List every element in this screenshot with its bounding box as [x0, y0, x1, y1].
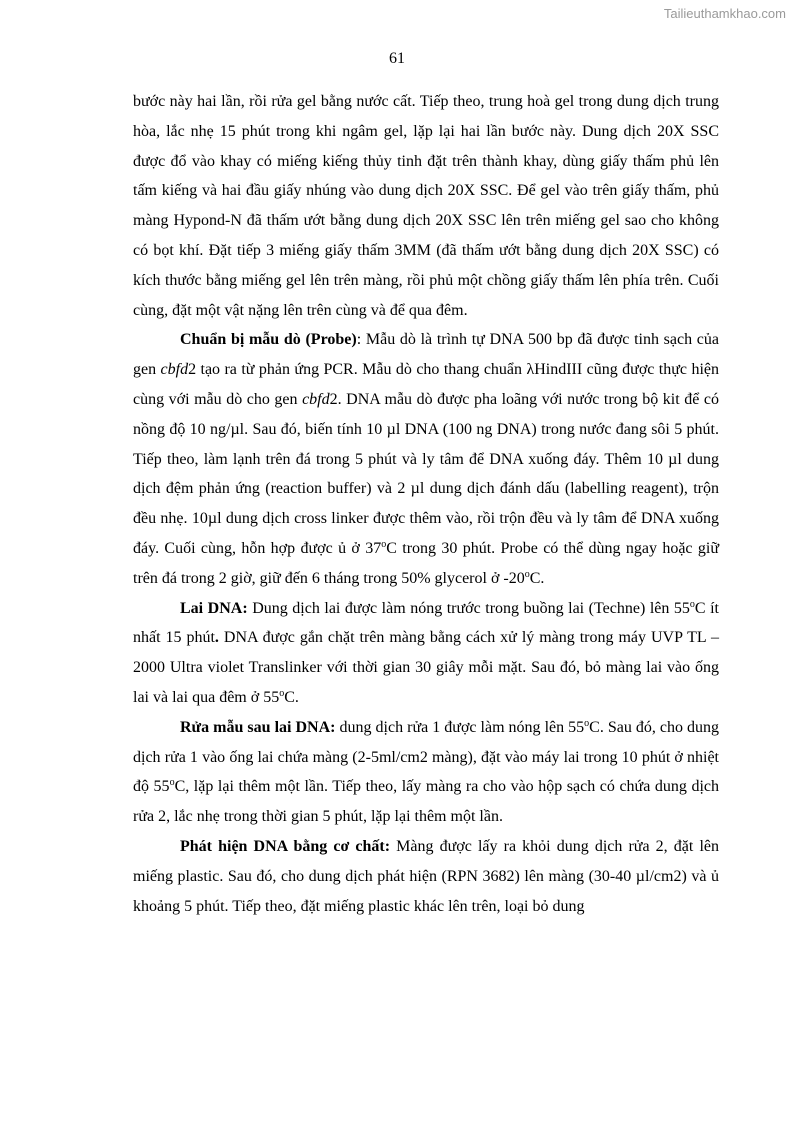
heading-dna-detection: Phát hiện DNA bằng cơ chất: [180, 837, 391, 855]
degree-sign: o [169, 777, 175, 789]
text: 2. DNA mẫu dò được pha loãng với nước trong bộ kit để có nồng độ 10 ng/µl. Sau đó, biến tính 10 µl DNA (100 ng DNA) trong nước đang sôi 5 phút. Tiếp theo, làm lạnh trên đá trong 5 phút và ly tâm để DNA xuống đáy. Thêm 10 µl dung dịch đệm phản ứng (reaction buffer) và 2 µl dung dịch đánh dấu (labelling reagent), trộn đều nhẹ. 10µl dung dịch cross linker được thêm vào, rồi trộn đều và ly tâm để DNA xuống đáy. Cuối cùng, hỗn hợp được ủ ở 37 [133, 390, 720, 557]
text: C trong 30 phút. Probe có thể dùng ngay hoặc giữ trên đá trong 2 giờ, giữ đến 6 tháng trong 50% glycerol ở -20 [133, 539, 720, 587]
text: C, lặp lại thêm một lần. Tiếp theo, lấy màng ra cho vào hộp sạch có chứa dung dịch rửa 2, lắc nhẹ trong thời gian 5 phút, lặp lại thêm một lần. [133, 778, 719, 826]
watermark: Tailieuthamkhao.com [663, 6, 786, 21]
paragraph-gel-transfer: bước này hai lần, rồi rửa gel bằng nước cất. Tiếp theo, trung hoà gel trong dung dịch trung hòa, lắc nhẹ 15 phút trong khi ngâm gel, lặp lại hai lần bước này. Dung dịch 20X SSC được đổ vào khay có miếng kiếng thủy tinh đặt trên thành khay, dùng giấy thấm phủ lên tấm kiếng và hai đầu giấy nhúng vào dung dịch 20X SSC. Để gel vào trên giấy thấm, phủ màng Hypond-N đã thấm ướt bằng dung dịch 20X SSC lên trên miếng gel sao cho không có bọt khí. Đặt tiếp 3 miếng giấy thấm 3MM (đã thấm ướt bằng dung dịch 20X SSC) có kích thước bằng miếng gel lên trên màng, rồi phủ một chồng giấy thấm lên phía trên. Cuối cùng, đặt một vật nặng lên trên cùng và để qua đêm. [133, 93, 719, 319]
text: dung dịch rửa 1 được làm nóng lên 55 [335, 718, 585, 736]
text: C. Sau đó, cho dung dịch rửa 1 vào ống lai chứa màng (2-5ml/cm2 màng), đặt vào máy lai trong 10 phút ở nhiệt độ 55 [133, 718, 720, 796]
text: Dung dịch lai được làm nóng trước trong buồng lai (Techne) lên 55 [247, 599, 690, 617]
text: C. [284, 688, 299, 706]
paragraph-probe-preparation [133, 325, 719, 593]
gene-name: cbfd [302, 390, 330, 408]
document-body [133, 87, 719, 921]
heading-probe-preparation: Chuẩn bị mẫu dò (Probe) [180, 331, 357, 349]
text: 2 tạo ra từ phản ứng PCR. Mẫu dò cho thang chuẩn λHindIII cũng được thực hiện cùng với mẫu dò cho gen [133, 361, 719, 408]
heading-post-hybridization-wash: Rửa mẫu sau lai DNA: [180, 718, 336, 736]
heading-hybridization: Lai DNA: [180, 599, 248, 617]
text: : Mẫu dò là trình tự DNA 500 bp đã được tinh sạch của gen [133, 331, 720, 379]
text: C. [529, 569, 545, 587]
text: Màng được lấy ra khỏi dung dịch rửa 2, đặt lên miếng plastic. Sau đó, cho dung dịch phát hiện (RPN 3682) lên màng (30-40 µl/cm2) và ủ khoảng 5 phút. Tiếp theo, đặt miếng plastic khác lên trên, loại bỏ dung [133, 837, 719, 915]
degree-sign: o [689, 598, 695, 610]
gene-name: cbfd [160, 361, 189, 379]
text: C ít nhất 15 phút [133, 599, 720, 647]
page-number: 61 [389, 50, 405, 67]
bold-period: . [214, 629, 219, 647]
paragraph-post-hybridization-wash [133, 713, 719, 832]
degree-sign: o [381, 538, 387, 550]
degree-sign: o [524, 568, 530, 580]
degree-sign: o [279, 687, 285, 699]
paragraph-dna-detection [133, 832, 719, 921]
degree-sign: o [584, 717, 590, 729]
paragraph-hybridization [133, 594, 719, 713]
text: DNA được gắn chặt trên màng bằng cách xử lý màng trong máy UVP TL – 2000 Ultra violet Translinker với thời gian 30 giây mỗi mặt. Sau đó, bỏ màng lai vào ống lai và lai qua đêm ở 55 [133, 629, 719, 706]
